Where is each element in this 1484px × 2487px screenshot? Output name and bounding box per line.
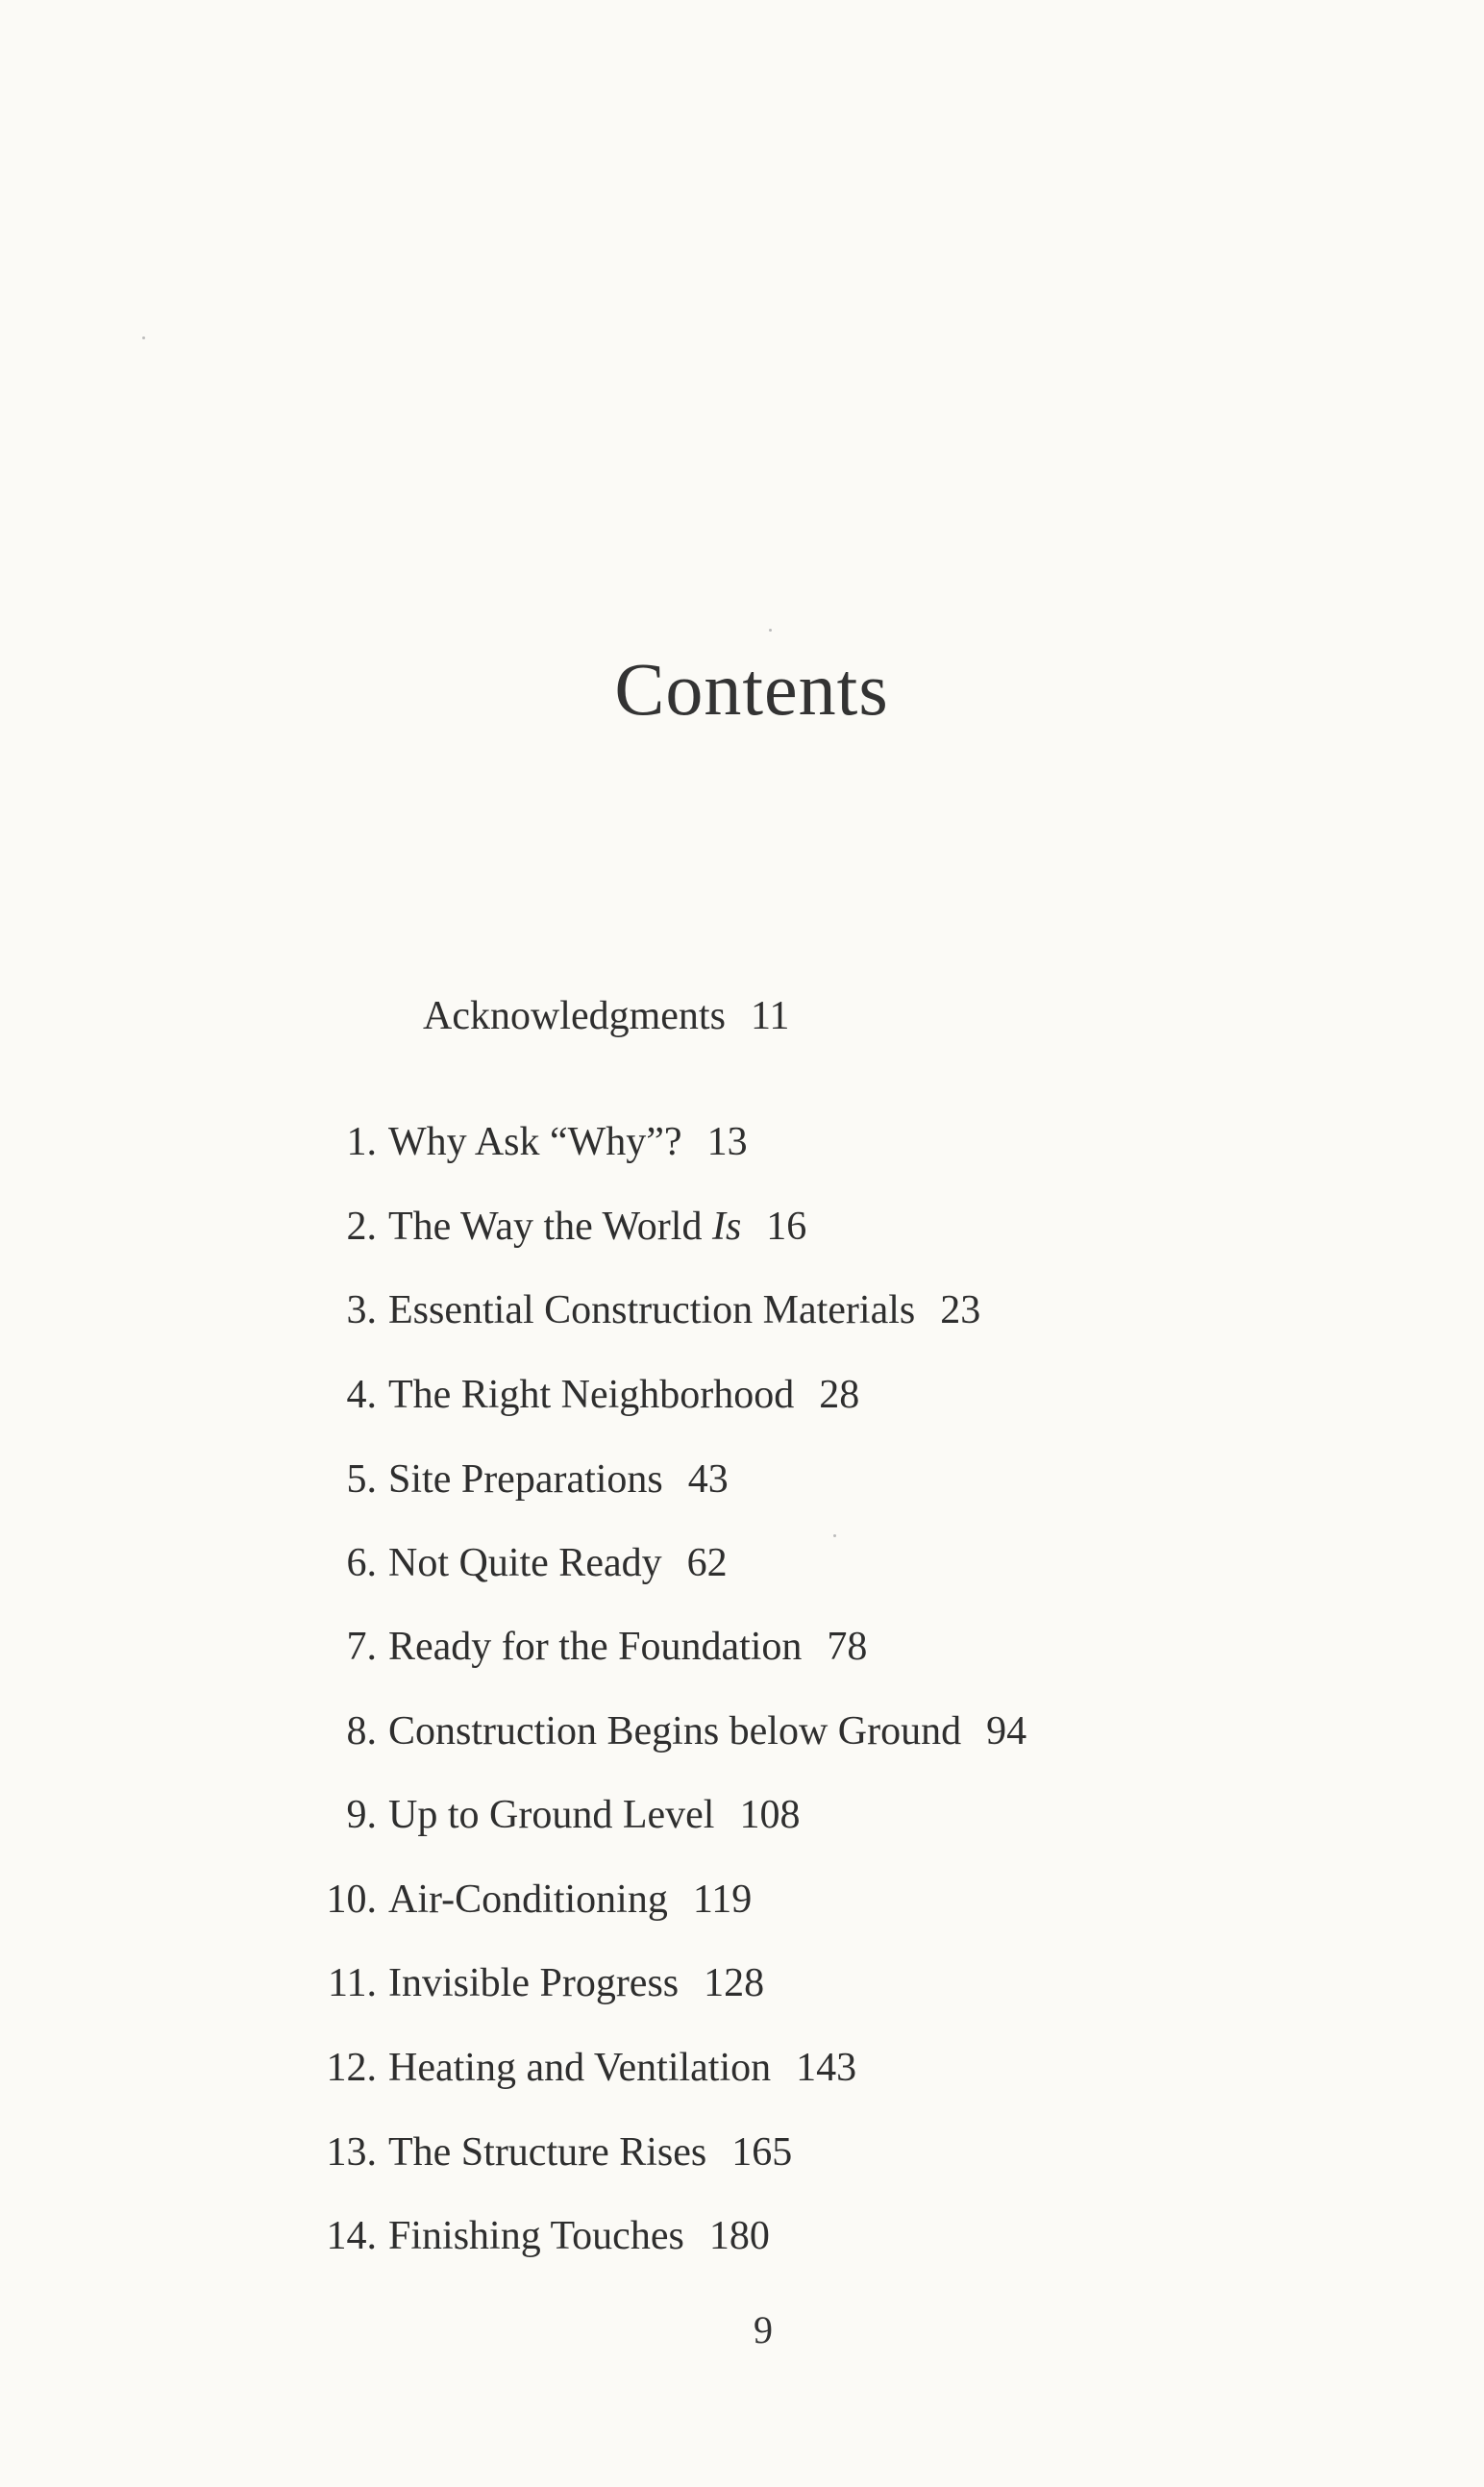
toc-entry-title: Site Preparations [388,1457,663,1502]
paper-speck [769,629,772,632]
toc-entry [319,1879,752,1920]
toc-entry [319,2048,856,2088]
toc-entry-number: 4. [346,1373,377,1417]
toc-entry-number: 3. [346,1288,377,1332]
toc-entry-page: 13 [706,1120,748,1164]
toc-entry [319,1627,867,1667]
toc-entry-title: Air-Conditioning [388,1878,668,1922]
toc-entry-acknowledgments [423,996,789,1036]
page-title: Contents [614,647,889,731]
toc-entry-page: 23 [940,1288,981,1332]
toc-entry-page: 180 [708,2214,770,2258]
toc-entry-number: 14. [326,2214,377,2258]
toc-entry [319,1290,980,1331]
toc-entry-number: 10. [326,1878,377,1922]
toc-entry [319,1543,728,1583]
toc-entry-title: Heating and Ventilation [388,2046,772,2090]
toc-entry-title: Construction Begins below Ground [388,1709,962,1753]
toc-entry [319,2216,770,2256]
toc-entry-title: Up to Ground Level [388,1793,715,1837]
toc-entry-title: Invisible Progress [388,1961,680,2005]
toc-entry-number: 11. [328,1961,377,2005]
toc-entry-number: 9. [346,1793,377,1837]
paper-speck [833,1534,836,1537]
toc-entry-number: 7. [346,1625,377,1669]
toc-entry [319,1795,800,1835]
toc-entry-title: Ready for the Foundation [388,1625,803,1669]
page-number: 9 [754,2308,773,2351]
toc-entry-title: Finishing Touches [388,2214,684,2258]
toc-entry-title: Not Quite Ready [388,1541,662,1585]
toc-entry-title: The Structure Rises [388,2130,707,2175]
toc-entry-title: Acknowledgments [423,994,726,1038]
toc-entry-number: 13. [326,2130,377,2175]
toc-entry [319,1459,729,1500]
toc-entry-page: 108 [739,1793,801,1837]
toc-entry-page: 11 [750,994,790,1038]
toc-entry-title: Essential Construction Materials [388,1288,916,1332]
toc-entry-page: 62 [686,1541,728,1585]
toc-entry-number: 5. [346,1457,377,1502]
toc-entry-number: 6. [346,1541,377,1585]
toc-entry-title: The Right Neighborhood [388,1373,795,1417]
toc-entry [319,2132,792,2173]
toc-entry-page: 143 [796,2046,857,2090]
toc-entry-page: 28 [819,1373,860,1417]
toc-entry-page: 16 [766,1205,807,1249]
toc-entry [319,1206,806,1247]
toc-entry-title-italic: Is [711,1205,742,1249]
toc-entry [319,1122,748,1162]
toc-entry [319,1375,859,1415]
toc-entry-page: 165 [731,2130,793,2175]
toc-entry-number: 12. [326,2046,377,2090]
toc-entry-page: 94 [986,1709,1027,1753]
toc-entry-page: 43 [687,1457,729,1502]
toc-entry [319,1963,764,2003]
toc-entry-page: 119 [692,1878,753,1922]
paper-speck [142,336,145,339]
toc-entry [319,1711,1026,1752]
toc-entry-number: 8. [346,1709,377,1753]
toc-entry-number: 2. [346,1205,377,1249]
toc-entry-number: 1. [346,1120,377,1164]
toc-entry-page: 128 [704,1961,765,2005]
toc-entry-title: Why Ask “Why”? [388,1120,682,1164]
toc-entry-title: The Way the World [388,1205,712,1249]
toc-entry-page: 78 [827,1625,868,1669]
